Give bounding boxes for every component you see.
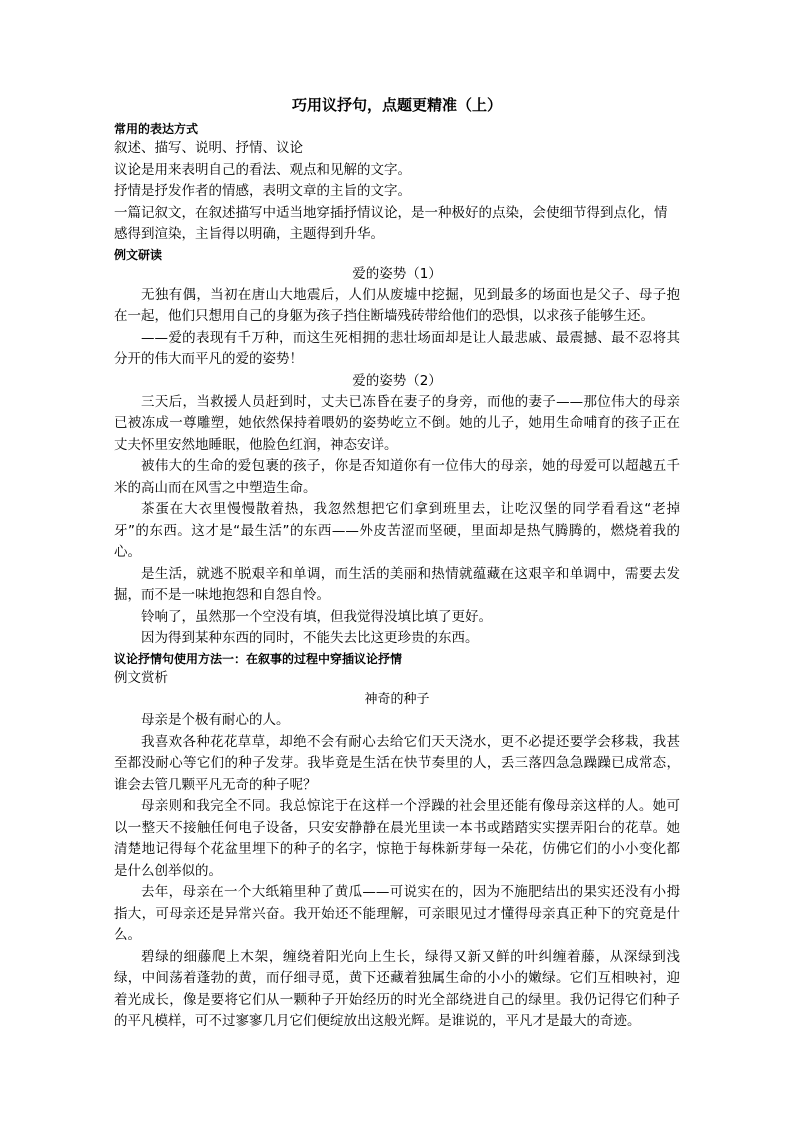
section-heading-expression: 常用的表达方式: [114, 122, 199, 136]
essay2-paragraph-1: 三天后，当救援人员赶到时，丈夫已冻昏在妻子的身旁，而他的妻子——那位伟大的母亲已被冻成一尊雕塑，她依然保持着喂奶的姿势屹立不倒。她的儿子，她用生命哺育的孩子正在丈夫怀里安然地睡眠，他脸色红润，神态安详。: [114, 393, 680, 453]
essay3-paragraph-5: 碧绿的细藤爬上木架，缠绕着阳光向上生长，绿得又新又鲜的叶纠缠着藤，从深绿到浅绿，中间荡着蓬勃的黄，而仔细寻觅，黄下还藏着独属生命的小小的嫩绿。它们互相映衬，迎着光成长，像是要将它们从一颗种子开始经历的时光全部绕进自己的绿里。我仍记得它们种子的平凡模样，可不过寥寥几月它们便绽放出这般光辉。是谁说的，平凡才是最大的奇迹。: [114, 948, 680, 1029]
essay1-title: 爱的姿势（1）: [352, 265, 442, 282]
expression-line-3: 抒情是抒发作者的情感，表明文章的主旨的文字。: [114, 183, 411, 199]
essay2-paragraph-3: 茶蛋在大衣里慢慢散着热，我忽然想把它们拿到班里去，让吃汉堡的同学看看这“老掉牙”的东西。这才是“最生活”的东西——外皮苦涩而坚硬，里面却是热气腾腾的，燃烧着我的心。: [114, 501, 680, 560]
essay2-paragraph-6: 因为得到某种东西的同时，不能失去比这更珍贵的东西。: [141, 630, 479, 646]
document-page: [114, 96, 680, 1033]
section-heading-example-study: 例文研读: [114, 247, 163, 262]
expression-line-4: 一篇记叙文，在叙述描写中适当地穿插抒情议论，是一种极好的点染，会使细节得到点化，情感得到渲染，主旨得以明确，主题得到升华。: [114, 204, 668, 242]
essay3-paragraph-4: 去年，母亲在一个大纸箱里种了黄瓜——可说实在的，因为不施肥结出的果实还没有小拇指大，可母亲还是异常兴奋。我开始还不能理解，可亲眼见过才懂得母亲真正种下的究竟是什么。: [114, 884, 680, 943]
essay1-paragraph-1: 无独有偶，当初在唐山大地震后，人们从废墟中挖掘，见到最多的场面也是父子、母子抱在一起，他们只想用自己的身躯为孩子挡住断墙残砖带给他们的恐惧，以求孩子能够生还。: [114, 286, 680, 324]
section-heading-method-1: 议论抒情句使用方法一：在叙事的过程中穿插议论抒情: [114, 651, 403, 666]
essay2-paragraph-4: 是生活，就逃不脱艰辛和单调，而生活的美丽和热情就蕴藏在这艰辛和单调中，需要去发掘，而不是一味地抱怨和自怨自怜。: [114, 565, 680, 603]
essay3-paragraph-1: 母亲是个极有耐心的人。: [141, 712, 290, 728]
expression-line-2: 议论是用来表明自己的看法、观点和见解的文字。: [114, 161, 411, 178]
essay2-paragraph-5: 铃响了，虽然那一个空没有填，但我觉得没填比填了更好。: [141, 608, 492, 625]
expression-line-1: 叙述、描写、说明、抒情、议论: [114, 140, 303, 156]
essay2-title: 爱的姿势（2）: [352, 372, 442, 389]
essay2-paragraph-2: 被伟大的生命的爱包裹的孩子，你是否知道你有一位伟大的母亲，她的母爱可以超越五千米的高山而在风雪之中塑造生命。: [114, 458, 680, 496]
essay3-title: 神奇的种子: [364, 692, 430, 707]
section-heading-appreciation: 例文赏析: [114, 669, 168, 686]
essay1-paragraph-2: ——爱的表现有千万种，而这生死相拥的悲壮场面却是让人最悲戚、最震撼、最不忍将其分开的伟大而平凡的爱的姿势！: [114, 329, 680, 367]
page-title: 巧用议抒句，点题更精准（上）: [291, 96, 502, 114]
essay3-paragraph-2: 我喜欢各种花花草草，却绝不会有耐心去给它们天天浇水，更不必提还要学会移栽，我甚至都没耐心等它们的种子发芽。我毕竟是生活在快节奏里的人，丢三落四急急躁躁已成常态，谁会去管几颗平凡无奇的种子呢？: [114, 733, 680, 793]
essay3-paragraph-3: 母亲则和我完全不同。我总惊诧于在这样一个浮躁的社会里还能有像母亲这样的人。她可以一整天不接触任何电子设备，只安安静静在晨光里读一本书或踏踏实实摆弄阳台的花草。她清楚地记得每个花盆里埋下的种子的名字，惊艳于每株新芽每一朵花，仿佛它们的小小变化都是什么创举似的。: [114, 798, 680, 879]
